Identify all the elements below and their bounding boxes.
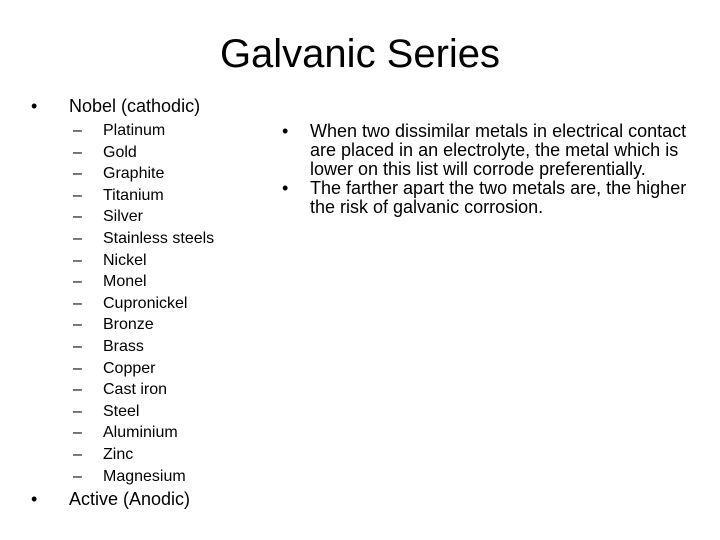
dash-marker: –	[73, 294, 82, 312]
cathodic-label: Nobel (cathodic)	[69, 96, 201, 116]
metal-name: Cupronickel	[103, 294, 188, 312]
list-item	[73, 271, 214, 293]
list-item	[73, 228, 214, 250]
list-item	[73, 336, 214, 358]
dash-marker: –	[73, 381, 82, 399]
bullet-marker: •	[282, 121, 289, 141]
metal-name: Steel	[103, 402, 140, 420]
note-text: The farther apart the two metals are, the higher the risk of galvanic corrosion.	[310, 178, 687, 217]
metal-name: Platinum	[103, 122, 166, 139]
metal-name: Graphite	[103, 165, 165, 183]
list-item	[73, 358, 214, 380]
metal-name: Nickel	[103, 251, 147, 269]
dash-marker: –	[73, 165, 82, 183]
dash-marker: –	[73, 122, 82, 139]
note-item	[282, 122, 702, 179]
metal-name: Copper	[103, 359, 156, 377]
list-item	[73, 206, 214, 228]
list-item	[73, 120, 214, 142]
metal-name: Gold	[103, 143, 137, 161]
bullet-marker: •	[31, 96, 38, 116]
list-item	[73, 163, 214, 185]
list-item	[73, 444, 214, 466]
dash-marker: –	[73, 445, 82, 463]
dash-marker: –	[73, 402, 82, 420]
list-item	[73, 185, 214, 207]
bullet-marker: •	[31, 489, 38, 509]
list-item	[73, 250, 214, 272]
metal-name: Brass	[103, 337, 144, 355]
list-item	[73, 314, 214, 336]
metal-name: Bronze	[103, 316, 154, 334]
explanation-notes	[282, 122, 702, 217]
dash-marker: –	[73, 316, 82, 334]
metal-name: Magnesium	[103, 467, 186, 485]
list-item	[73, 422, 214, 444]
list-item	[73, 401, 214, 423]
list-item	[73, 293, 214, 315]
slide-title: Galvanic Series	[219, 32, 501, 76]
dash-marker: –	[73, 143, 82, 161]
anodic-heading	[31, 488, 190, 510]
metal-name: Aluminium	[103, 424, 178, 442]
metal-name: Cast iron	[103, 381, 168, 399]
cathodic-heading	[31, 95, 200, 117]
dash-marker: –	[73, 359, 82, 377]
list-item	[73, 466, 214, 488]
metal-name: Stainless steels	[103, 229, 215, 247]
dash-marker: –	[73, 424, 82, 442]
dash-marker: –	[73, 229, 82, 247]
dash-marker: –	[73, 208, 82, 226]
metal-name: Zinc	[103, 445, 134, 463]
list-item	[73, 379, 214, 401]
metal-name: Monel	[103, 273, 147, 291]
metal-name: Titanium	[103, 186, 164, 204]
bullet-marker: •	[282, 178, 289, 198]
dash-marker: –	[73, 186, 82, 204]
galvanic-metal-list	[73, 120, 214, 487]
note-item	[282, 179, 702, 217]
note-text: When two dissimilar metals in electrical contact are placed in an electrolyte, the metal which is lower on this list will corrode preferentially.	[310, 121, 687, 179]
dash-marker: –	[73, 337, 82, 355]
metal-name: Silver	[103, 208, 144, 226]
dash-marker: –	[73, 467, 82, 485]
dash-marker: –	[73, 273, 82, 291]
dash-marker: –	[73, 251, 82, 269]
list-item	[73, 142, 214, 164]
anodic-label: Active (Anodic)	[69, 489, 191, 509]
